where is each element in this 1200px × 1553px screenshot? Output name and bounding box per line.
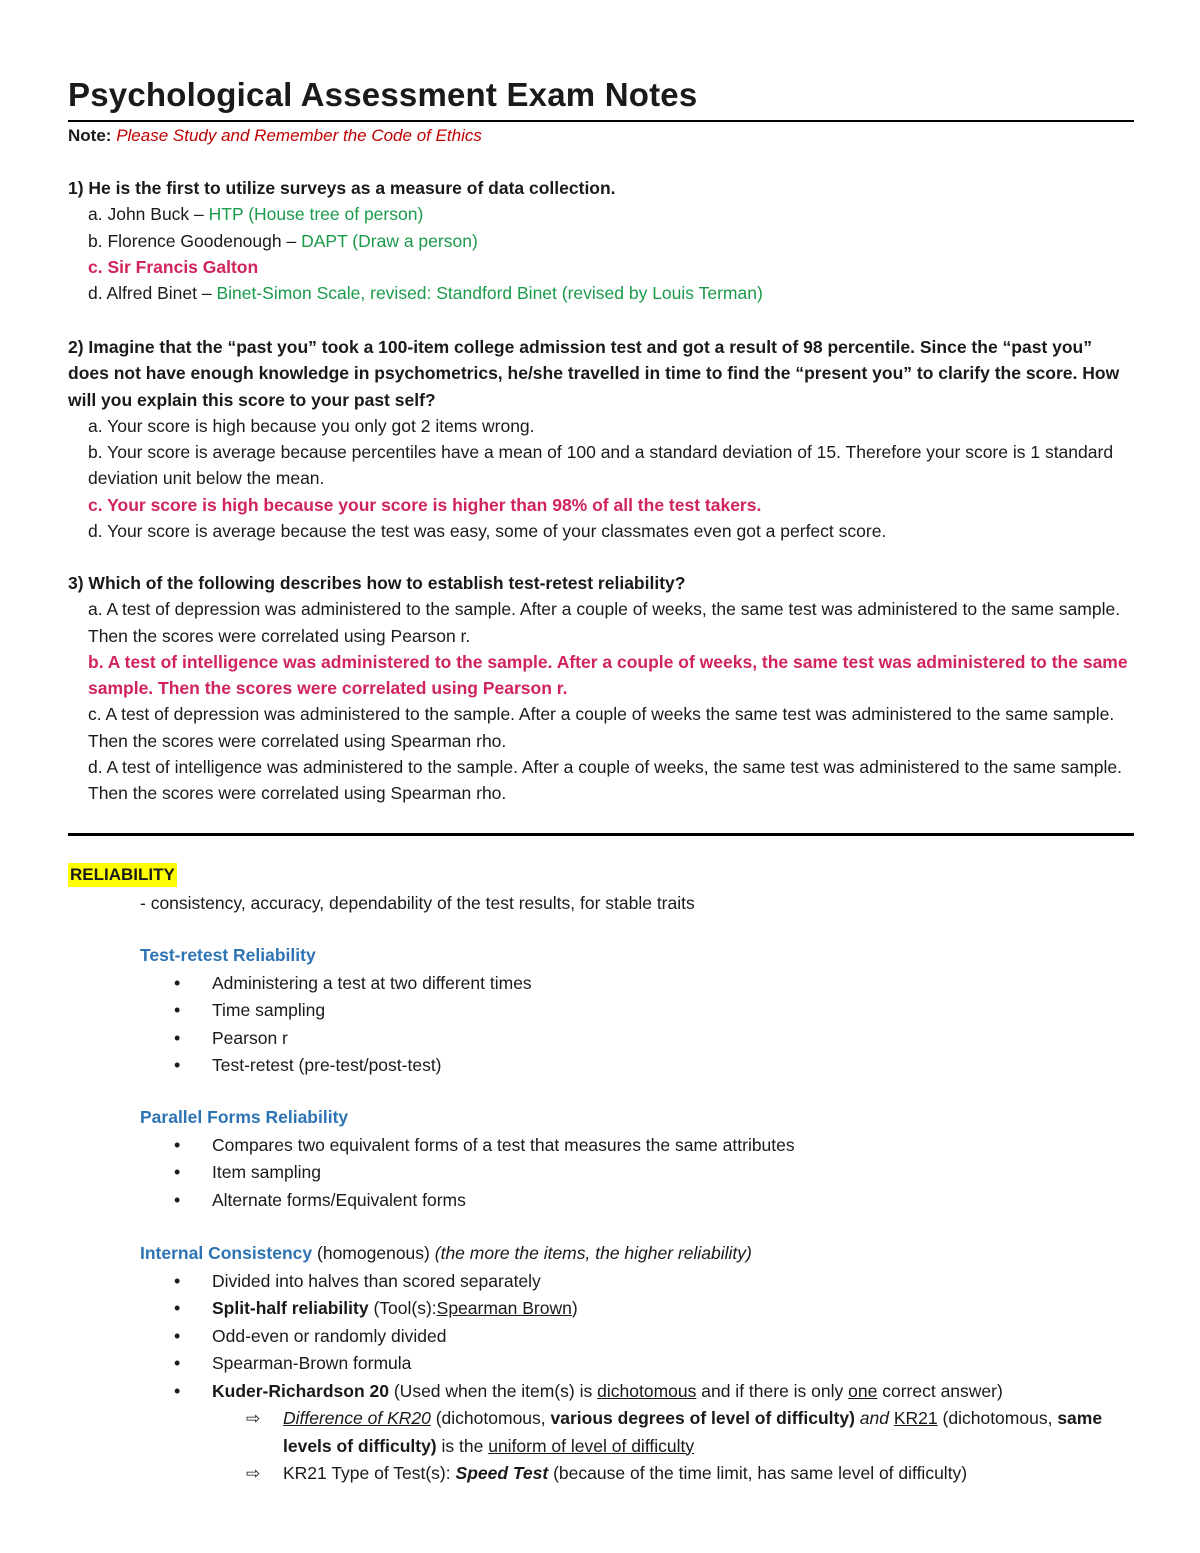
- list-item: • Kuder-Richardson 20 (Used when the item(s) is dichotomous and if there is only one correct answer): [140, 1378, 1140, 1406]
- kr-notes-list: [140, 1405, 1140, 1488]
- list-item: • Test-retest (pre-test/post-test): [140, 1052, 1140, 1080]
- arrow-icon: ⇨: [246, 1464, 261, 1483]
- q1-option-c-answer: c. Sir Francis Galton: [88, 256, 259, 277]
- question-3: [68, 570, 1134, 807]
- list-item: ⇨ Difference of KR20 (dichotomous, various degrees of level of difficulty) and KR21 (dichotomous, same levels of difficulty) is the uniform of level of difficulty: [140, 1405, 1140, 1460]
- note-label: Note:: [68, 126, 112, 145]
- parallel-forms-section: [140, 1104, 1140, 1214]
- q3-option-b-answer: b. A test of intelligence was administered to the sample. After a couple of weeks, the same test was administered to the same sample. Then the scores were correlated using Pearson r.: [88, 651, 1128, 699]
- list-item: • Compares two equivalent forms of a test that measures the same attributes: [140, 1132, 1140, 1160]
- page-title: Psychological Assessment Exam Notes: [68, 76, 698, 113]
- q3-option-c: c. A test of depression was administered to the sample. After a couple of weeks the same test was administered to the same sample. Then the scores were correlated using Spearman rho.: [88, 704, 1115, 751]
- list-item: • Item sampling: [140, 1159, 1140, 1187]
- q3-option-d: d. A test of intelligence was administered to the sample. After a couple of weeks, the same test was administered to the same sample. Then the scores were correlated using Spearman rho.: [88, 757, 1123, 804]
- test-retest-section: [140, 942, 1140, 1080]
- list-item: • Alternate forms/Equivalent forms: [140, 1187, 1140, 1215]
- list-item: • Pearson r: [140, 1025, 1140, 1053]
- internal-consistency-title: Internal Consistency: [140, 1243, 313, 1263]
- reliability-description: - consistency, accuracy, dependability of the test results, for stable traits: [140, 893, 695, 913]
- list-item: • Administering a test at two different times: [140, 970, 1140, 998]
- note-text: Please Study and Remember the Code of Ethics: [116, 126, 482, 145]
- q2-option-a: a. Your score is high because you only got 2 items wrong.: [88, 415, 535, 436]
- q1-option-b: b. Florence Goodenough – DAPT (Draw a person): [88, 230, 478, 251]
- list-item: • Divided into halves than scored separately: [140, 1268, 1140, 1296]
- parallel-forms-list: [140, 1132, 1140, 1215]
- list-item: • Time sampling: [140, 997, 1140, 1025]
- section-divider: [68, 833, 1134, 836]
- parallel-forms-title: Parallel Forms Reliability: [140, 1107, 349, 1127]
- arrow-icon: ⇨: [246, 1409, 261, 1428]
- question-1-text: 1) He is the first to utilize surveys as a measure of data collection.: [68, 178, 616, 198]
- question-2-text: 2) Imagine that the “past you” took a 100-item college admission test and got a result of 98 percentile. Since the “past you” does not have enough knowledge in psychometrics, he/she travelled in time to find the “present you” to clarify the score. How will you explain this score to your past self?: [68, 337, 1120, 410]
- question-3-text: 3) Which of the following describes how to establish test-retest reliability?: [68, 573, 686, 593]
- q2-option-d: d. Your score is average because the test was easy, some of your classmates even got a perfect score.: [88, 521, 887, 542]
- reliability-heading: RELIABILITY: [68, 863, 177, 887]
- question-1: [68, 175, 1134, 306]
- q1-option-a: a. John Buck – HTP (House tree of person): [88, 204, 424, 225]
- list-item: • Split-half reliability (Tool(s):Spearman Brown): [140, 1295, 1140, 1323]
- internal-consistency-section: [140, 1240, 1140, 1488]
- q2-option-b: b. Your score is average because percentiles have a mean of 100 and a standard deviation of 15. Therefore your score is 1 standard deviation unit below the mean.: [88, 442, 1114, 489]
- note-line: [68, 124, 482, 148]
- list-item: ⇨ KR21 Type of Test(s): Speed Test (because of the time limit, has same level of difficulty): [140, 1460, 1140, 1488]
- internal-consistency-heading: Internal Consistency (homogenous) (the more the items, the higher reliability): [140, 1243, 752, 1263]
- q2-option-c-answer: c. Your score is high because your score is higher than 98% of all the test takers.: [88, 494, 762, 515]
- test-retest-title: Test-retest Reliability: [140, 945, 316, 965]
- q1-option-d: d. Alfred Binet – Binet-Simon Scale, revised: Standford Binet (revised by Louis Terman): [88, 283, 763, 304]
- title-rule: [68, 120, 1134, 122]
- test-retest-list: [140, 970, 1140, 1080]
- list-item: • Spearman-Brown formula: [140, 1350, 1140, 1378]
- list-item: • Odd-even or randomly divided: [140, 1323, 1140, 1351]
- internal-consistency-list: [140, 1268, 1140, 1406]
- q3-option-a: a. A test of depression was administered to the sample. After a couple of weeks, the same test was administered to the same sample. Then the scores were correlated using Pearson r.: [88, 599, 1121, 646]
- question-2: [68, 334, 1134, 544]
